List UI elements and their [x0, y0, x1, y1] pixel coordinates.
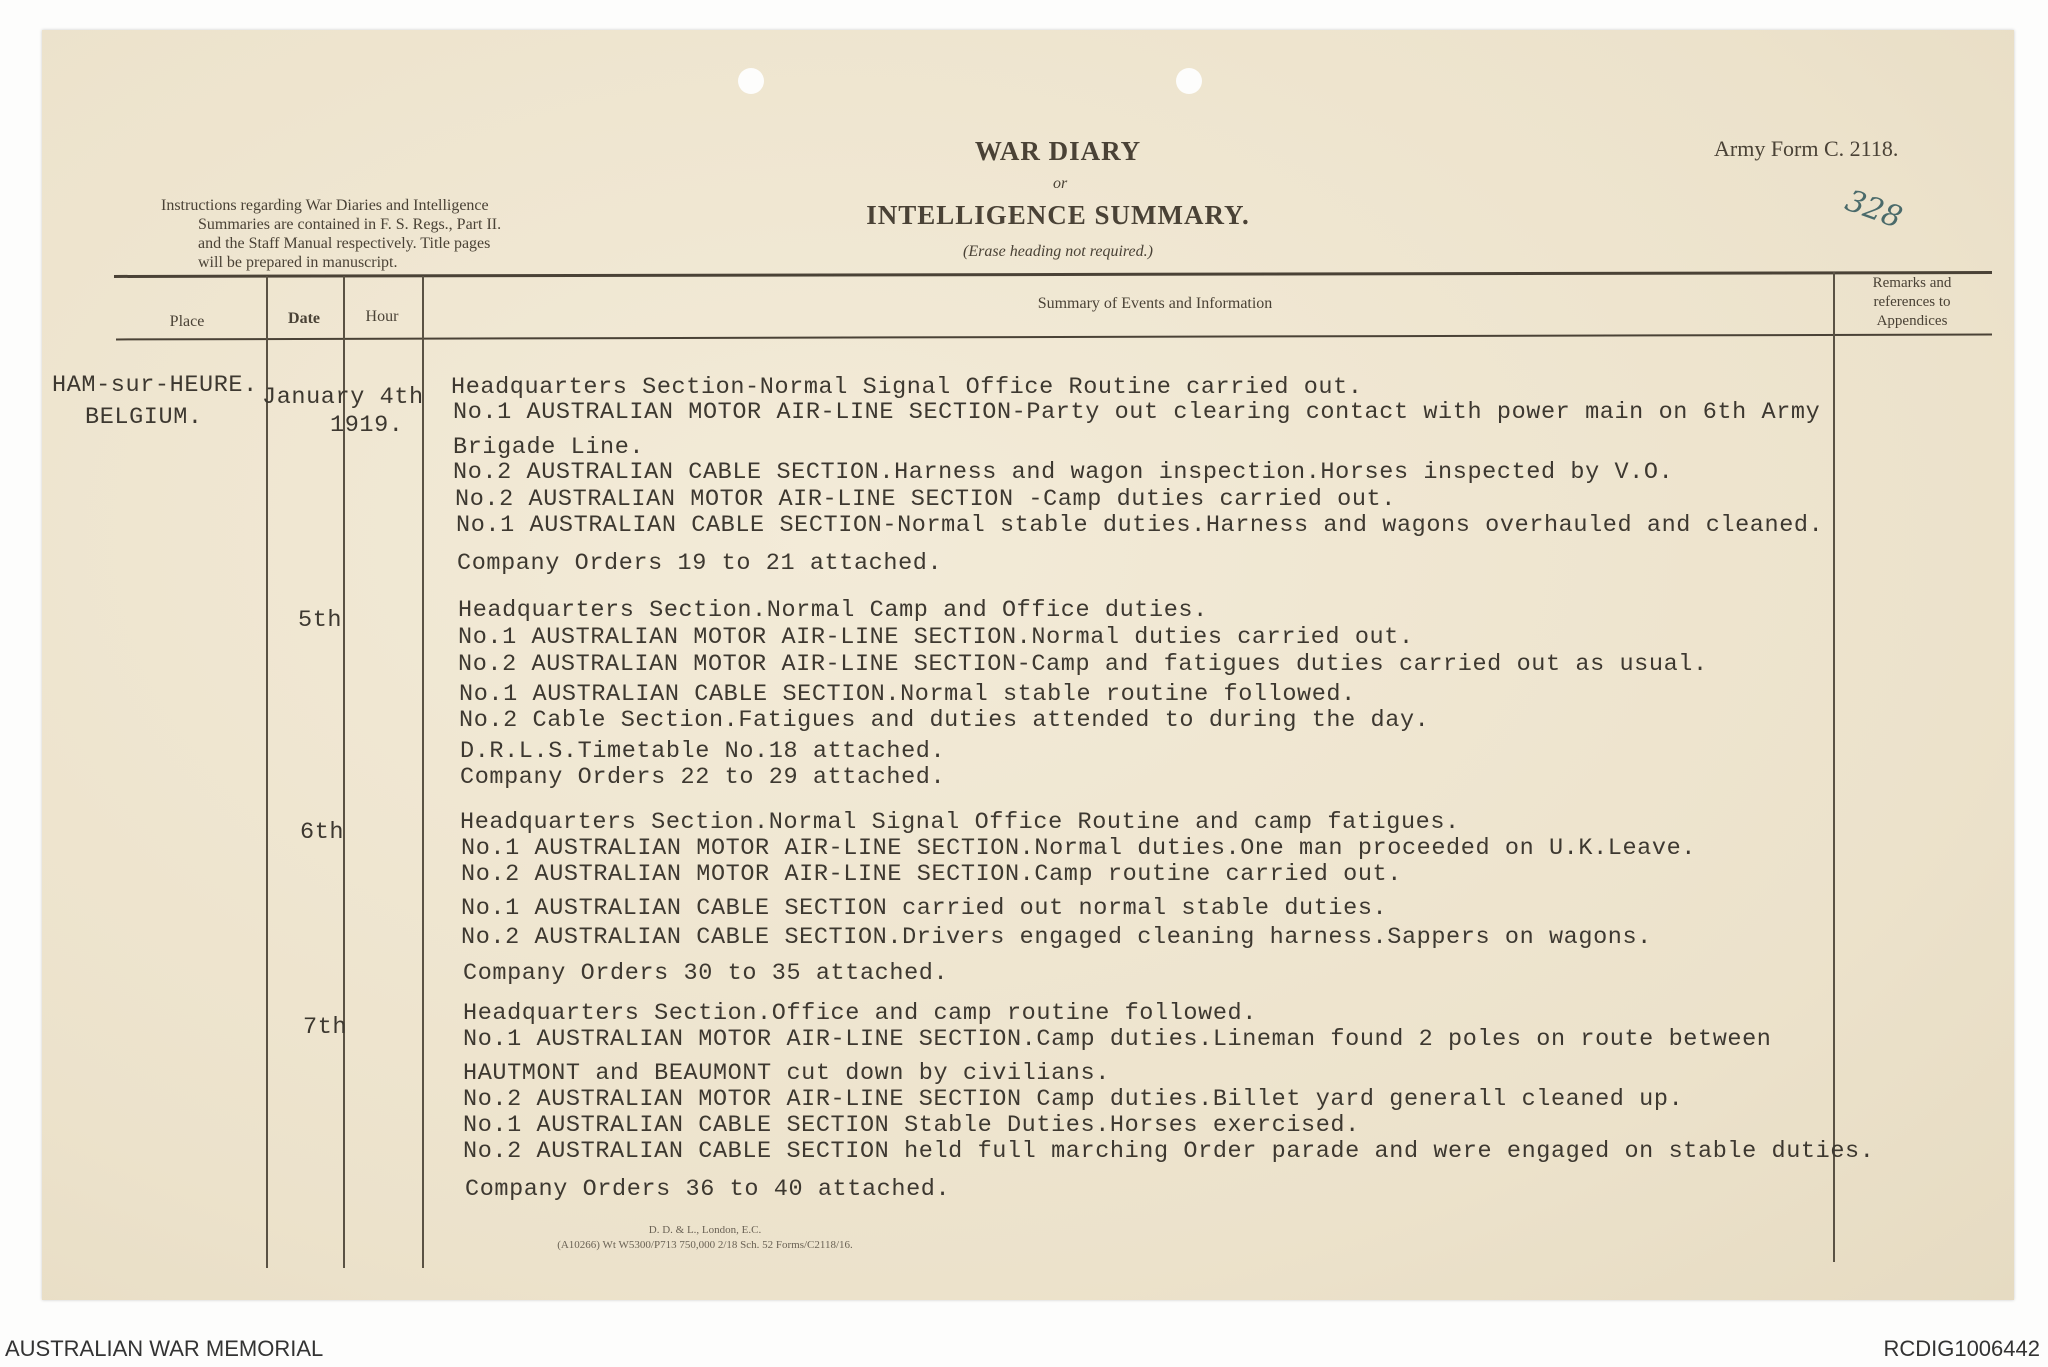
form-number: Army Form C. 2118.	[1714, 136, 1899, 161]
printer-imprint: (A10266) Wt W5300/P713 750,000 2/18 Sch. 52 Forms/C2118/16.	[557, 1239, 853, 1251]
caption-left: AUSTRALIAN WAR MEMORIAL	[5, 1336, 324, 1361]
place: HAM-sur-HEURE.	[52, 372, 258, 399]
column-header-remarks: Remarks and	[1872, 275, 1952, 291]
entry-line: Brigade Line.	[453, 434, 645, 461]
entry-line: Headquarters Section-Normal Signal Office Routine carried out.	[451, 374, 1363, 401]
column-header-hour: Hour	[365, 308, 399, 325]
entry-date: January 4th	[262, 384, 424, 411]
entry-line: No.2 AUSTRALIAN MOTOR AIR-LINE SECTION-Camp and fatigues duties carried out as usual.	[458, 651, 1708, 678]
handwritten-page-number: 328	[1840, 183, 1907, 236]
column-header-remarks: references to	[1873, 294, 1951, 310]
entry-line: Headquarters Section.Office and camp routine followed.	[463, 1000, 1257, 1027]
entry-line: No.1 AUSTRALIAN CABLE SECTION-Normal stable duties.Harness and wagons overhauled and cleaned.	[456, 512, 1824, 539]
entry-line: No.1 AUSTRALIAN CABLE SECTION Stable Duties.Horses exercised.	[463, 1112, 1360, 1139]
column-divider	[1833, 272, 1835, 1262]
entry-line: Company Orders 22 to 29 attached.	[460, 764, 946, 791]
title-intelligence-summary: INTELLIGENCE SUMMARY.	[866, 200, 1250, 230]
entry-line: No.2 AUSTRALIAN CABLE SECTION.Harness and wagon inspection.Horses inspected by V.O.	[453, 459, 1674, 486]
entry-line: No.2 AUSTRALIAN MOTOR AIR-LINE SECTION.Camp routine carried out.	[461, 861, 1402, 888]
entry-line: Company Orders 36 to 40 attached.	[465, 1176, 951, 1203]
entry-date: 7th	[303, 1014, 348, 1041]
column-divider	[422, 276, 424, 1268]
entry-line: Company Orders 30 to 35 attached.	[463, 960, 949, 987]
entry-line: Headquarters Section.Normal Signal Office Routine and camp fatigues.	[460, 809, 1460, 836]
entry-line: No.2 AUSTRALIAN CABLE SECTION held full marching Order parade and were engaged on stable duties.	[463, 1138, 1875, 1165]
place: BELGIUM.	[85, 404, 203, 431]
column-header-remarks: Appendices	[1876, 313, 1948, 329]
entry-line: No.1 AUSTRALIAN MOTOR AIR-LINE SECTION.Camp duties.Lineman found 2 poles on route between	[463, 1026, 1772, 1053]
column-header-place: Place	[169, 313, 205, 330]
entry-line: D.R.L.S.Timetable No.18 attached.	[460, 738, 946, 765]
erase-note: (Erase heading not required.)	[963, 243, 1153, 260]
instructions-line: and the Staff Manual respectively. Title pages	[198, 235, 491, 252]
entry-line: No.2 AUSTRALIAN MOTOR AIR-LINE SECTION Camp duties.Billet yard generall cleaned up.	[463, 1086, 1684, 1113]
entry-year: 1919.	[330, 412, 404, 439]
entry-line: No.1 AUSTRALIAN CABLE SECTION carried out normal stable duties.	[461, 895, 1388, 922]
entry-line: No.1 AUSTRALIAN CABLE SECTION.Normal stable routine followed.	[459, 681, 1356, 708]
entry-line: No.1 AUSTRALIAN MOTOR AIR-LINE SECTION-Party out clearing contact with power main on 6th Army	[453, 399, 1821, 426]
caption-right: RCDIG1006442	[1883, 1336, 2040, 1361]
entry-line: No.1 AUSTRALIAN MOTOR AIR-LINE SECTION.Normal duties.One man proceeded on U.K.Leave.	[461, 835, 1696, 862]
entry-date: 5th	[298, 607, 343, 634]
entry-line: Headquarters Section.Normal Camp and Office duties.	[458, 597, 1208, 624]
title-or: or	[1053, 175, 1068, 192]
column-header-date: Date	[288, 310, 320, 327]
instructions-line: Summaries are contained in F. S. Regs., Part II.	[198, 216, 502, 233]
title-war-diary: WAR DIARY	[974, 136, 1142, 166]
instructions-line: Instructions regarding War Diaries and Intelligence	[161, 197, 489, 214]
entry-line: HAUTMONT and BEAUMONT cut down by civilians.	[463, 1060, 1110, 1087]
column-divider	[266, 276, 268, 1268]
entry-date: 6th	[300, 819, 345, 846]
column-header-summary: Summary of Events and Information	[1037, 295, 1273, 312]
entry-line: No.2 AUSTRALIAN CABLE SECTION.Drivers engaged cleaning harness.Sappers on wagons.	[461, 924, 1652, 951]
printer-imprint: D. D. & L., London, E.C.	[648, 1224, 762, 1236]
punch-hole	[738, 68, 764, 94]
entry-line: No.2 Cable Section.Fatigues and duties attended to during the day.	[459, 707, 1430, 734]
punch-hole	[1176, 68, 1202, 94]
instructions-line: will be prepared in manuscript.	[198, 254, 398, 271]
entry-line: No.1 AUSTRALIAN MOTOR AIR-LINE SECTION.Normal duties carried out.	[458, 624, 1414, 651]
entry-line: No.2 AUSTRALIAN MOTOR AIR-LINE SECTION -Camp duties carried out.	[455, 486, 1396, 513]
entry-line: Company Orders 19 to 21 attached.	[457, 550, 943, 577]
